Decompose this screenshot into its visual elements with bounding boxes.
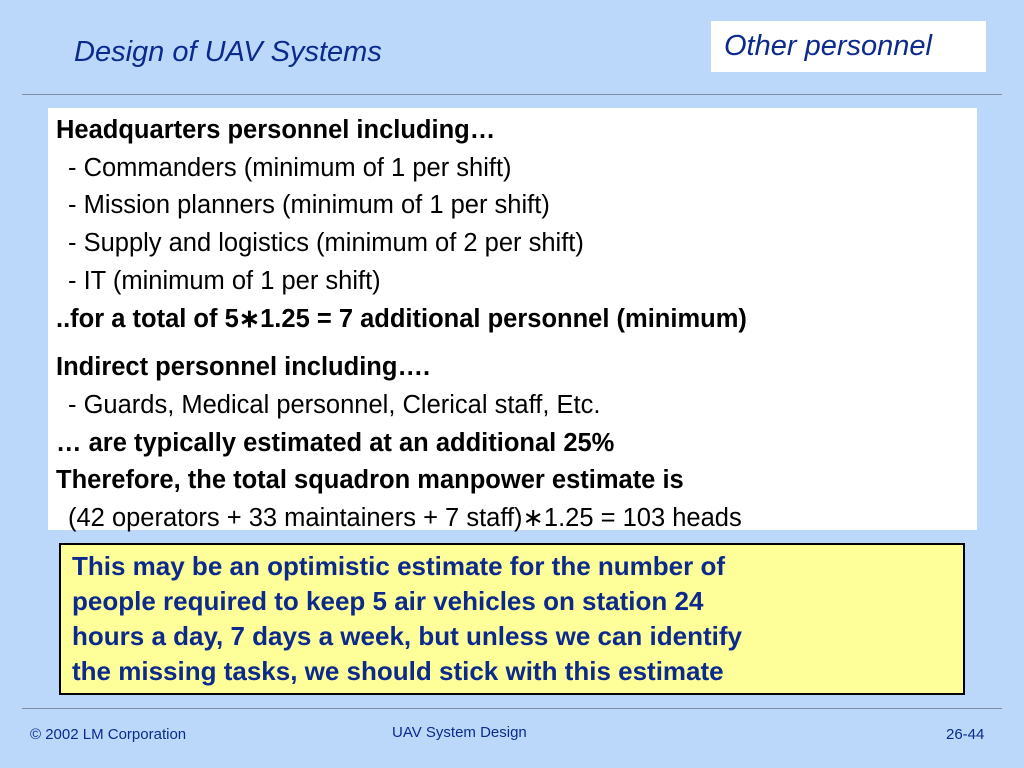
headquarters-item-commanders: - Commanders (minimum of 1 per shift) [68,153,512,182]
callout-box [59,543,965,695]
headquarters-item-it: - IT (minimum of 1 per shift) [68,266,381,295]
footer-divider [22,708,1002,709]
squadron-heading: Therefore, the total squadron manpower estimate is [56,466,684,495]
header-divider [22,94,1002,95]
indirect-estimate: … are typically estimated at an additional 25% [56,428,615,457]
indirect-heading: Indirect personnel including…. [56,353,431,382]
headquarters-heading: Headquarters personnel including… [56,116,496,144]
content-panel [48,108,977,533]
squadron-formula: (42 operators + 33 maintainers + 7 staff)∗1.25 = 103 heads [68,504,742,533]
callout-line: This may be an optimistic estimate for the number of [72,551,726,581]
callout-line: people required to keep 5 air vehicles on station 24 [72,586,704,616]
headquarters-item-supply-logistics: - Supply and logistics (minimum of 2 per shift) [68,229,584,258]
footer-title: UAV System Design [392,724,527,741]
section-title: Other personnel [711,21,986,72]
page-number: 26-44 [946,726,985,743]
indirect-item: - Guards, Medical personnel, Clerical staff, Etc. [68,390,601,419]
footer-copyright: © 2002 LM Corporation [30,726,187,743]
callout-line: hours a day, 7 days a week, but unless we can identify [72,621,742,651]
callout-line: the missing tasks, we should stick with this estimate [72,656,724,686]
headquarters-item-mission-planners: - Mission planners (minimum of 1 per shift) [68,191,550,220]
headquarters-total: ..for a total of 5∗1.25 = 7 additional personnel (minimum) [56,304,747,333]
course-title: Design of UAV Systems [74,36,382,68]
